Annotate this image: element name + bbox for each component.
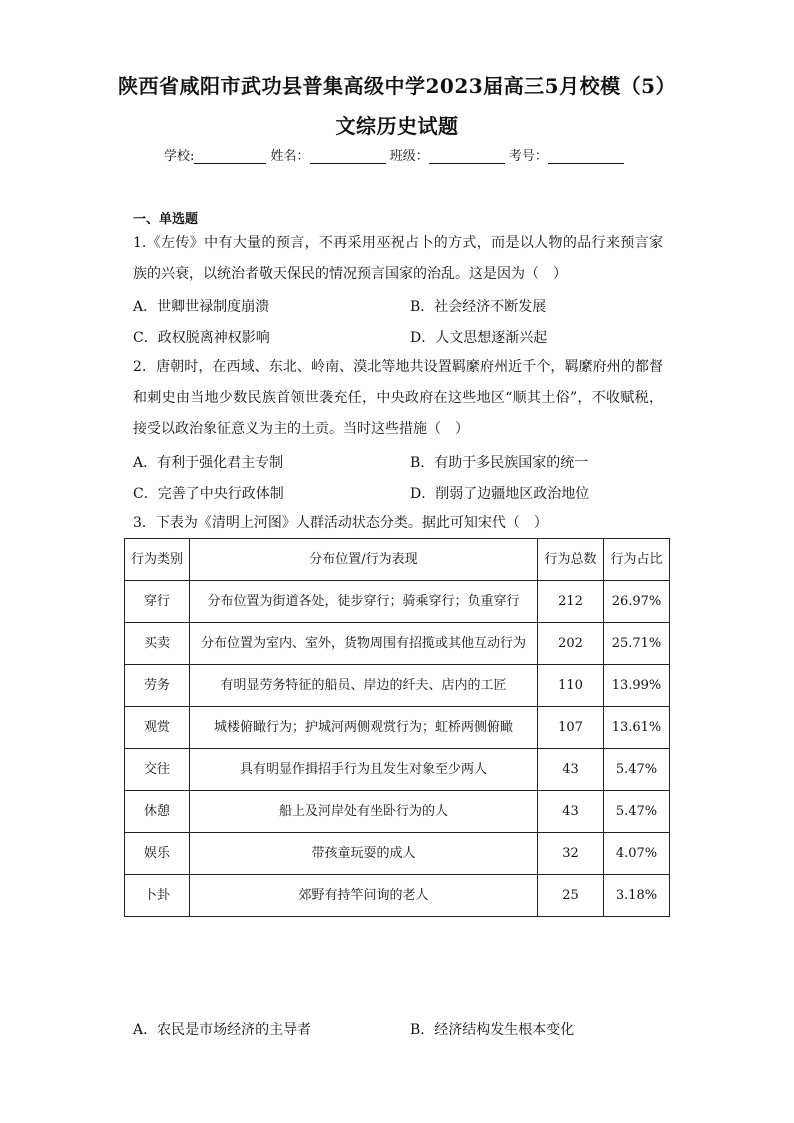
- row-description: 郊野有持竿问询的老人: [190, 875, 538, 917]
- school-blank[interactable]: [194, 149, 266, 164]
- student-info-line: [164, 145, 624, 164]
- table-row: [125, 707, 670, 749]
- q2-option-a[interactable]: A．有利于强化君主专制: [133, 455, 284, 471]
- row-category: 卜卦: [125, 875, 190, 917]
- section-heading: 一、单选题: [133, 212, 199, 227]
- q3-option-a[interactable]: A．农民是市场经济的主导者: [133, 1022, 312, 1038]
- id-blank[interactable]: [548, 149, 624, 164]
- q2-option-c[interactable]: C．完善了中央行政体制: [133, 486, 284, 502]
- row-count: 43: [538, 791, 604, 833]
- class-blank[interactable]: [429, 149, 505, 164]
- school-label: 学校:: [164, 149, 195, 164]
- row-count: 32: [538, 833, 604, 875]
- q1-option-b[interactable]: B．社会经济不断发展: [410, 299, 547, 315]
- row-count: 110: [538, 665, 604, 707]
- q2-option-d[interactable]: D．削弱了边疆地区政治地位: [410, 486, 590, 502]
- q1-option-c[interactable]: C．政权脱离神权影响: [133, 330, 270, 346]
- table-row: [125, 623, 670, 665]
- table-row: [125, 581, 670, 623]
- row-category: 娱乐: [125, 833, 190, 875]
- row-percent: 5.47%: [604, 791, 670, 833]
- row-category: 买卖: [125, 623, 190, 665]
- row-count: 212: [538, 581, 604, 623]
- row-count: 202: [538, 623, 604, 665]
- row-count: 107: [538, 707, 604, 749]
- row-percent: 5.47%: [604, 749, 670, 791]
- header-count: 行为总数: [538, 539, 604, 581]
- table-row: [125, 791, 670, 833]
- row-count: 25: [538, 875, 604, 917]
- row-description: 船上及河岸处有坐卧行为的人: [190, 791, 538, 833]
- exam-title-line1: 陕西省咸阳市武功县普集高级中学2023届高三5月校模（5）: [118, 74, 676, 98]
- row-description: 分布位置为街道各处，徒步穿行；骑乘穿行；负重穿行: [190, 581, 538, 623]
- q2-option-b[interactable]: B．有助于多民族国家的统一: [410, 455, 589, 471]
- row-percent: 4.07%: [604, 833, 670, 875]
- header-description: 分布位置/行为表现: [190, 539, 538, 581]
- row-description: 分布位置为室内、室外，货物周围有招揽或其他互动行为: [190, 623, 538, 665]
- q1-option-d[interactable]: D．人文思想逐渐兴起: [410, 330, 548, 346]
- row-count: 43: [538, 749, 604, 791]
- exam-title-line2: 文综历史试题: [335, 114, 459, 138]
- name-label: 姓名：: [270, 149, 310, 164]
- row-percent: 25.71%: [604, 623, 670, 665]
- row-percent: 13.61%: [604, 707, 670, 749]
- header-percent: 行为占比: [604, 539, 670, 581]
- table-header-row: [125, 539, 670, 581]
- id-label: 考号：: [508, 149, 548, 164]
- row-description: 城楼俯瞰行为；护城河两侧观赏行为；虹桥两侧俯瞰: [190, 707, 538, 749]
- table-row: [125, 665, 670, 707]
- row-category: 观赏: [125, 707, 190, 749]
- class-label: 班级：: [389, 149, 429, 164]
- question-2-stem: 2．唐朝时，在西域、东北、岭南、漠北等地共设置羁縻府州近千个，羁縻府州的都督和刺史由当地少数民族首领世袭充任，中央政府在这些地区“顺其土俗”，不收赋税，接受以政治象征意义为主的土贡。当时这些措施（ ）: [133, 359, 663, 437]
- table-row: [125, 875, 670, 917]
- row-percent: 3.18%: [604, 875, 670, 917]
- header-category: 行为类别: [125, 539, 190, 581]
- row-description: 具有明显作揖招手行为且发生对象至少两人: [190, 749, 538, 791]
- row-percent: 26.97%: [604, 581, 670, 623]
- row-description: 带孩童玩耍的成人: [190, 833, 538, 875]
- table-row: [125, 749, 670, 791]
- activity-table: [124, 538, 670, 917]
- question-1-stem: 1.《左传》中有大量的预言，不再采用巫祝占卜的方式，而是以人物的品行来预言家族的兴衰，以统治者敬天保民的情况预言国家的治乱。这是因为（ ）: [133, 235, 663, 282]
- name-blank[interactable]: [310, 149, 386, 164]
- row-description: 有明显劳务特征的船员、岸边的纤夫、店内的工匠: [190, 665, 538, 707]
- table-row: [125, 833, 670, 875]
- row-percent: 13.99%: [604, 665, 670, 707]
- row-category: 穿行: [125, 581, 190, 623]
- q1-option-a[interactable]: A．世卿世禄制度崩溃: [133, 299, 270, 315]
- question-3-stem: 3．下表为《清明上河图》人群活动状态分类。据此可知宋代（ ）: [133, 515, 548, 531]
- row-category: 休憩: [125, 791, 190, 833]
- q3-option-b[interactable]: B．经济结构发生根本变化: [410, 1022, 575, 1038]
- row-category: 交往: [125, 749, 190, 791]
- row-category: 劳务: [125, 665, 190, 707]
